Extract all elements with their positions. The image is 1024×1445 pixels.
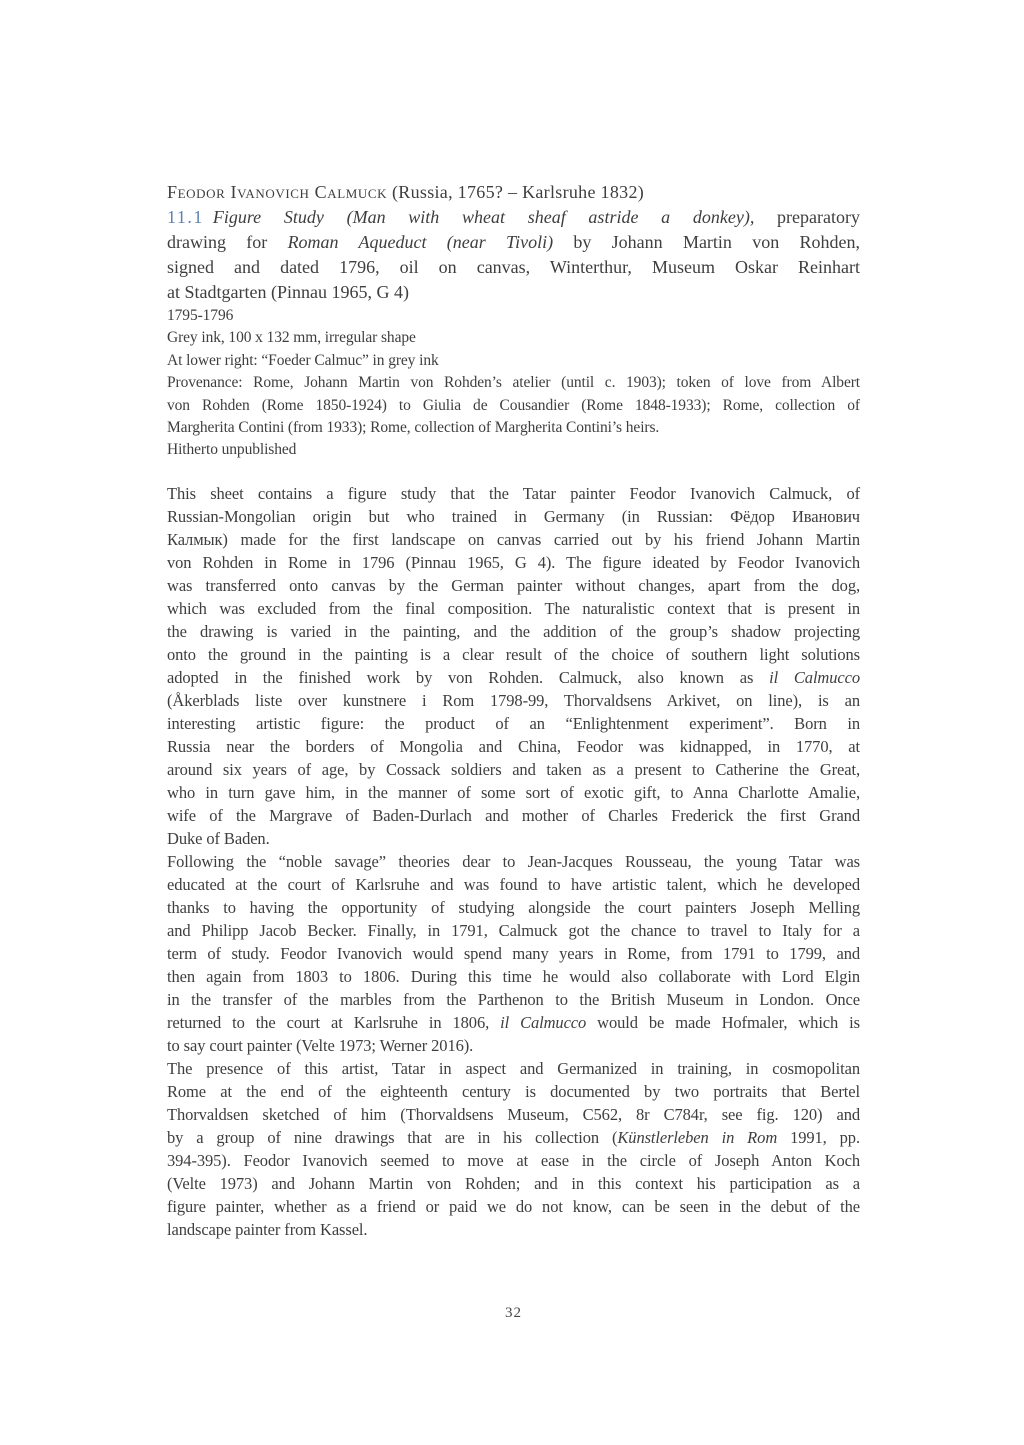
text-line: returned to the court at Karlsruhe in 1806, il Calmucco would be made Hofmaler, which is	[167, 1012, 860, 1032]
text-line: Russia near the borders of Mongolia and China, Feodor was kidnapped, in 1770, at	[167, 736, 860, 756]
text-line: (Velte 1973) and Johann Martin von Rohden; and in this context his participation as a	[167, 1173, 860, 1193]
text-line: educated at the court of Karlsruhe and was found to have artistic talent, which he developed	[167, 874, 860, 894]
essay-body	[167, 482, 860, 1241]
text-line: Russian-Mongolian origin but who trained in Germany (in Russian: Фёдор Иванович	[167, 506, 860, 526]
page-number: 32	[505, 1304, 522, 1321]
text-line: Provenance: Rome, Johann Martin von Rohden’s atelier (until c. 1903); token of love from Albert	[167, 374, 860, 392]
text-line: Rome at the end of the eighteenth century is documented by two portraits that Bertel	[167, 1081, 860, 1101]
text-line: At lower right: “Foeder Calmuc” in grey ink	[167, 351, 439, 369]
text-line: adopted in the finished work by von Rohden. Calmuck, also known as il Calmucco	[167, 667, 860, 687]
text-line: drawing for Roman Aqueduct (near Tivoli) by Johann Martin von Rohden,	[167, 232, 861, 252]
text-line: who in turn gave him, in the manner of some sort of exotic gift, to Anna Charlotte Amalie,	[167, 782, 860, 802]
text-line: The presence of this artist, Tatar in aspect and Germanized in training, in cosmopolitan	[167, 1058, 860, 1078]
text-line: von Rohden in Rome in 1796 (Pinnau 1965, G 4). The figure ideated by Feodor Ivanovich	[167, 552, 860, 572]
text-line: Thorvaldsen sketched of him (Thorvaldsens Museum, C562, 8r C784r, see fig. 120) and	[167, 1104, 860, 1124]
text-line: 394-395). Feodor Ivanovich seemed to move at ease in the circle of Joseph Anton Koch	[167, 1150, 860, 1170]
text-line: Following the “noble savage” theories dear to Jean-Jacques Rousseau, the young Tatar was	[167, 851, 860, 871]
catalog-entry-header	[167, 180, 860, 305]
text-line: then again from 1803 to 1806. During this time he would also collaborate with Lord Elgin	[167, 966, 860, 986]
text-line: Hitherto unpublished	[167, 441, 297, 459]
entry-details-block	[167, 305, 860, 462]
text-line: at Stadtgarten (Pinnau 1965, G 4)	[167, 282, 409, 302]
essay-paragraph	[167, 482, 860, 850]
text-line: the drawing is varied in the painting, and the addition of the group’s shadow projecting	[167, 621, 860, 641]
essay-paragraph	[167, 850, 860, 1057]
text-line: figure painter, whether as a friend or paid we do not know, can be seen in the debut of the	[167, 1196, 860, 1216]
text-line: von Rohden (Rome 1850-1924) to Giulia de Cousandier (Rome 1848-1933); Rome, collection of	[167, 396, 860, 414]
essay-paragraph	[167, 1057, 860, 1241]
text-line: term of study. Feodor Ivanovich would spend many years in Rome, from 1791 to 1799, and	[167, 943, 860, 963]
catalog-number: 11.1	[167, 207, 204, 227]
text-line: Калмык) made for the first landscape on canvas carried out by his friend Johann Martin	[167, 529, 860, 549]
text-line: 1795-1796	[167, 307, 234, 324]
text-line: wife of the Margrave of Baden-Durlach and mother of Charles Frederick the first Grand	[167, 805, 860, 825]
text-line: Grey ink, 100 x 132 mm, irregular shape	[167, 329, 416, 347]
text-line: This sheet contains a figure study that the Tatar painter Feodor Ivanovich Calmuck, of	[167, 483, 860, 503]
text-line: Margherita Contini (from 1933); Rome, collection of Margherita Contini’s heirs.	[167, 419, 660, 437]
text-line: which was excluded from the final composition. The naturalistic context that is present in	[167, 598, 860, 618]
artist-dates: (Russia, 1765? – Karlsruhe 1832)	[387, 182, 645, 202]
text-line: to say court painter (Velte 1973; Werner 2016).	[167, 1035, 474, 1055]
text-line: in the transfer of the marbles from the Parthenon to the British Museum in London. Once	[167, 989, 860, 1009]
text-line: around six years of age, by Cossack soldiers and taken as a present to Catherine the Great,	[167, 759, 860, 779]
artist-heading	[167, 180, 860, 205]
text-line: onto the ground in the painting is a clear result of the choice of southern light solutions	[167, 644, 860, 664]
text-line: interesting artistic figure: the product of an “Enlightenment experiment”. Born in	[167, 713, 860, 733]
entry-title-block	[167, 205, 860, 305]
artist-name: Feodor Ivanovich Calmuck	[167, 182, 388, 202]
text-line: landscape painter from Kassel.	[167, 1219, 368, 1239]
text-line: (Åkerblads liste over kunstnere i Rom 1798-99, Thorvaldsens Arkivet, on line), is an	[167, 690, 860, 710]
text-line: Duke of Baden.	[167, 828, 270, 848]
text-line: signed and dated 1796, oil on canvas, Winterthur, Museum Oskar Reinhart	[167, 257, 860, 277]
text-line: 11.1 Figure Study (Man with wheat sheaf astride a donkey), preparatory	[167, 207, 861, 227]
text-line: and Philipp Jacob Becker. Finally, in 1791, Calmuck got the chance to travel to Italy for a	[167, 920, 860, 940]
text-line: thanks to having the opportunity of studying alongside the court painters Joseph Melling	[167, 897, 860, 917]
text-line: was transferred onto canvas by the German painter without changes, apart from the dog,	[167, 575, 860, 595]
text-line: by a group of nine drawings that are in his collection (Künstlerleben in Rom 1991, pp.	[167, 1127, 860, 1147]
